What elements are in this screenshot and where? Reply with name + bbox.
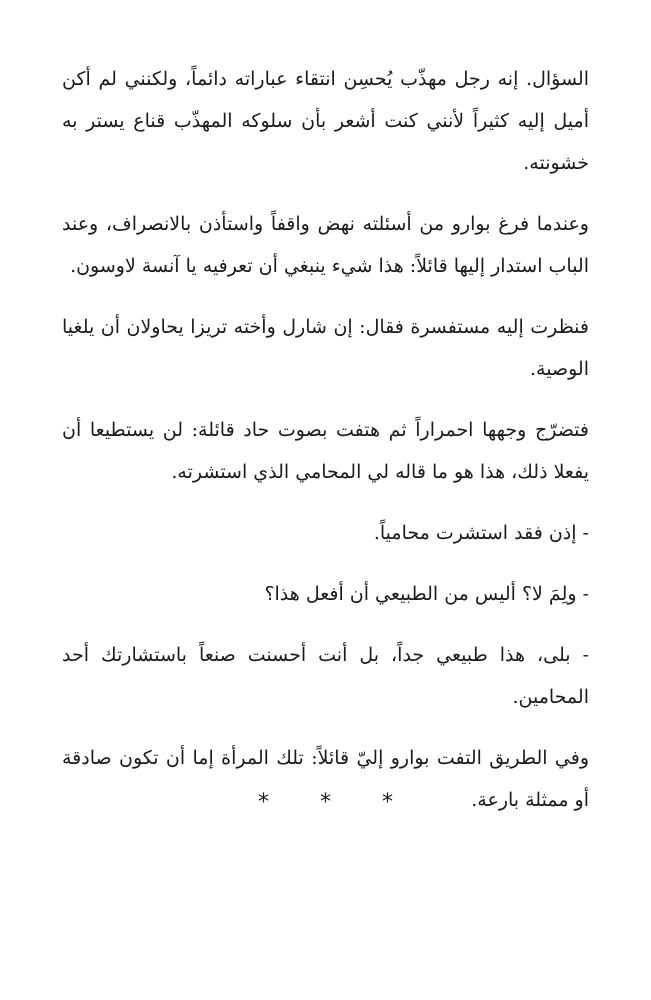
dialogue-line: - إذن فقد استشرت محامياً. bbox=[373, 522, 589, 544]
dialogue-line: - بلى، هذا طبيعي جداً، بل أنت أحسنت صنعاً باستشارتك أحد المحامين. bbox=[62, 644, 589, 708]
page-body bbox=[62, 58, 589, 840]
paragraph: وعندما فرغ بوارو من أسئلته نهض واقفاً واستأذن بالانصراف، وعند الباب استدار إليها قائلاً: هذا شيء ينبغي أن تعرفيه يا آنسة لاوسون. bbox=[62, 213, 589, 277]
paragraph: فنظرت إليه مستفسرة فقال: إن شارل وأخته تريزا يحاولان أن يلغيا الوصية. bbox=[62, 316, 589, 380]
section-separator: * * * bbox=[258, 790, 415, 815]
paragraph: وفي الطريق التفت بوارو إليّ قائلاً: تلك المرأة إما أن تكون صادقة أو ممثلة بارعة. bbox=[62, 747, 589, 811]
paragraph: فتضرّج وجهها احمراراً ثم هتفت بصوت حاد قائلة: لن يستطيعا أن يفعلا ذلك، هذا هو ما قاله لي المحامي الذي استشرته. bbox=[62, 419, 589, 483]
paragraph: السؤال. إنه رجل مهذّب يُحسِن انتقاء عباراته دائماً، ولكنني لم أكن أميل إليه كثيراً لأنني كنت أشعر بأن سلوكه المهذّب قناع يستر به خشونته. bbox=[62, 68, 589, 174]
dialogue-line: - ولِمَ لا؟ أليس من الطبيعي أن أفعل هذا؟ bbox=[264, 583, 589, 605]
